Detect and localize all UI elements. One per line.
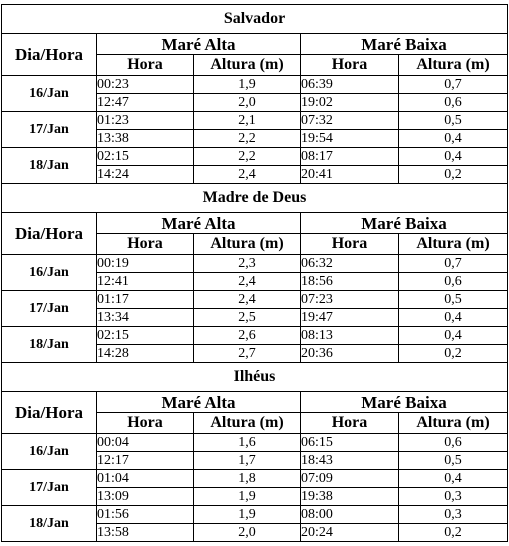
alta-hora-header: Hora <box>97 234 194 255</box>
alta-hora-cell: 12:17 <box>97 452 194 470</box>
baixa-altura-cell: 0,2 <box>399 345 508 363</box>
baixa-hora-header: Hora <box>301 234 399 255</box>
alta-altura-header: Altura (m) <box>194 413 301 434</box>
baixa-hora-cell: 18:56 <box>301 273 399 291</box>
baixa-hora-cell: 06:15 <box>301 434 399 452</box>
baixa-hora-cell: 08:17 <box>301 148 399 166</box>
alta-altura-cell: 1,8 <box>194 470 301 488</box>
alta-altura-cell: 2,2 <box>194 130 301 148</box>
baixa-altura-header: Altura (m) <box>399 413 508 434</box>
baixa-hora-header: Hora <box>301 55 399 76</box>
baixa-altura-cell: 0,7 <box>399 255 508 273</box>
city-header-row <box>2 184 508 213</box>
tide-table <box>1 4 508 542</box>
city-title: Madre de Deus <box>2 184 508 213</box>
alta-altura-cell: 2,0 <box>194 524 301 542</box>
alta-hora-cell: 00:04 <box>97 434 194 452</box>
baixa-altura-cell: 0,2 <box>399 166 508 184</box>
alta-altura-cell: 2,4 <box>194 291 301 309</box>
alta-hora-cell: 13:34 <box>97 309 194 327</box>
baixa-altura-cell: 0,2 <box>399 524 508 542</box>
alta-hora-cell: 14:28 <box>97 345 194 363</box>
baixa-hora-cell: 19:02 <box>301 94 399 112</box>
group-header-row <box>2 392 508 413</box>
baixa-altura-cell: 0,7 <box>399 76 508 94</box>
table-row <box>2 434 508 452</box>
table-row <box>2 255 508 273</box>
mare-alta-header: Maré Alta <box>97 392 301 413</box>
alta-hora-cell: 01:04 <box>97 470 194 488</box>
alta-altura-cell: 2,4 <box>194 166 301 184</box>
baixa-altura-cell: 0,6 <box>399 434 508 452</box>
alta-hora-cell: 02:15 <box>97 327 194 345</box>
dia-hora-header: Dia/Hora <box>2 34 97 76</box>
city-title: Salvador <box>2 5 508 34</box>
mare-baixa-header: Maré Baixa <box>301 34 508 55</box>
alta-altura-cell: 1,9 <box>194 506 301 524</box>
city-title: Ilhéus <box>2 363 508 392</box>
baixa-hora-cell: 19:47 <box>301 309 399 327</box>
alta-altura-cell: 2,3 <box>194 255 301 273</box>
table-row <box>2 506 508 524</box>
baixa-altura-header: Altura (m) <box>399 55 508 76</box>
alta-hora-header: Hora <box>97 55 194 76</box>
day-cell: 18/Jan <box>2 506 97 542</box>
alta-altura-cell: 2,4 <box>194 273 301 291</box>
baixa-altura-cell: 0,6 <box>399 273 508 291</box>
alta-altura-cell: 2,2 <box>194 148 301 166</box>
baixa-altura-cell: 0,4 <box>399 470 508 488</box>
baixa-altura-cell: 0,3 <box>399 488 508 506</box>
alta-altura-cell: 1,7 <box>194 452 301 470</box>
alta-hora-cell: 01:17 <box>97 291 194 309</box>
baixa-altura-header: Altura (m) <box>399 234 508 255</box>
alta-hora-cell: 02:15 <box>97 148 194 166</box>
baixa-hora-cell: 20:41 <box>301 166 399 184</box>
mare-alta-header: Maré Alta <box>97 34 301 55</box>
baixa-hora-cell: 06:39 <box>301 76 399 94</box>
alta-altura-cell: 2,0 <box>194 94 301 112</box>
baixa-hora-cell: 08:00 <box>301 506 399 524</box>
baixa-hora-cell: 20:36 <box>301 345 399 363</box>
alta-altura-header: Altura (m) <box>194 55 301 76</box>
alta-hora-cell: 13:38 <box>97 130 194 148</box>
city-header-row <box>2 5 508 34</box>
baixa-hora-cell: 07:09 <box>301 470 399 488</box>
day-cell: 16/Jan <box>2 76 97 112</box>
day-cell: 17/Jan <box>2 470 97 506</box>
alta-hora-cell: 13:09 <box>97 488 194 506</box>
alta-altura-cell: 2,7 <box>194 345 301 363</box>
day-cell: 17/Jan <box>2 291 97 327</box>
day-cell: 18/Jan <box>2 148 97 184</box>
mare-baixa-header: Maré Baixa <box>301 392 508 413</box>
baixa-altura-cell: 0,4 <box>399 130 508 148</box>
alta-altura-header: Altura (m) <box>194 234 301 255</box>
alta-hora-cell: 00:19 <box>97 255 194 273</box>
day-cell: 17/Jan <box>2 112 97 148</box>
alta-hora-cell: 12:47 <box>97 94 194 112</box>
mare-alta-header: Maré Alta <box>97 213 301 234</box>
baixa-hora-header: Hora <box>301 413 399 434</box>
alta-hora-header: Hora <box>97 413 194 434</box>
alta-altura-cell: 1,6 <box>194 434 301 452</box>
mare-baixa-header: Maré Baixa <box>301 213 508 234</box>
alta-altura-cell: 1,9 <box>194 488 301 506</box>
dia-hora-header: Dia/Hora <box>2 392 97 434</box>
baixa-hora-cell: 19:38 <box>301 488 399 506</box>
table-row <box>2 76 508 94</box>
day-cell: 16/Jan <box>2 434 97 470</box>
alta-altura-cell: 2,6 <box>194 327 301 345</box>
baixa-hora-cell: 18:43 <box>301 452 399 470</box>
baixa-hora-cell: 08:13 <box>301 327 399 345</box>
alta-altura-cell: 2,1 <box>194 112 301 130</box>
baixa-altura-cell: 0,5 <box>399 112 508 130</box>
baixa-hora-cell: 20:24 <box>301 524 399 542</box>
alta-hora-cell: 13:58 <box>97 524 194 542</box>
baixa-hora-cell: 06:32 <box>301 255 399 273</box>
day-cell: 18/Jan <box>2 327 97 363</box>
alta-altura-cell: 1,9 <box>194 76 301 94</box>
dia-hora-header: Dia/Hora <box>2 213 97 255</box>
city-header-row <box>2 363 508 392</box>
alta-hora-cell: 12:41 <box>97 273 194 291</box>
alta-altura-cell: 2,5 <box>194 309 301 327</box>
table-row <box>2 148 508 166</box>
table-row <box>2 291 508 309</box>
alta-hora-cell: 01:23 <box>97 112 194 130</box>
alta-hora-cell: 01:56 <box>97 506 194 524</box>
baixa-altura-cell: 0,4 <box>399 327 508 345</box>
alta-hora-cell: 00:23 <box>97 76 194 94</box>
baixa-altura-cell: 0,3 <box>399 506 508 524</box>
baixa-hora-cell: 07:32 <box>301 112 399 130</box>
table-row <box>2 470 508 488</box>
group-header-row <box>2 213 508 234</box>
day-cell: 16/Jan <box>2 255 97 291</box>
table-row <box>2 327 508 345</box>
baixa-hora-cell: 07:23 <box>301 291 399 309</box>
baixa-hora-cell: 19:54 <box>301 130 399 148</box>
alta-hora-cell: 14:24 <box>97 166 194 184</box>
baixa-altura-cell: 0,4 <box>399 148 508 166</box>
baixa-altura-cell: 0,4 <box>399 309 508 327</box>
baixa-altura-cell: 0,5 <box>399 452 508 470</box>
baixa-altura-cell: 0,6 <box>399 94 508 112</box>
baixa-altura-cell: 0,5 <box>399 291 508 309</box>
table-row <box>2 112 508 130</box>
group-header-row <box>2 34 508 55</box>
